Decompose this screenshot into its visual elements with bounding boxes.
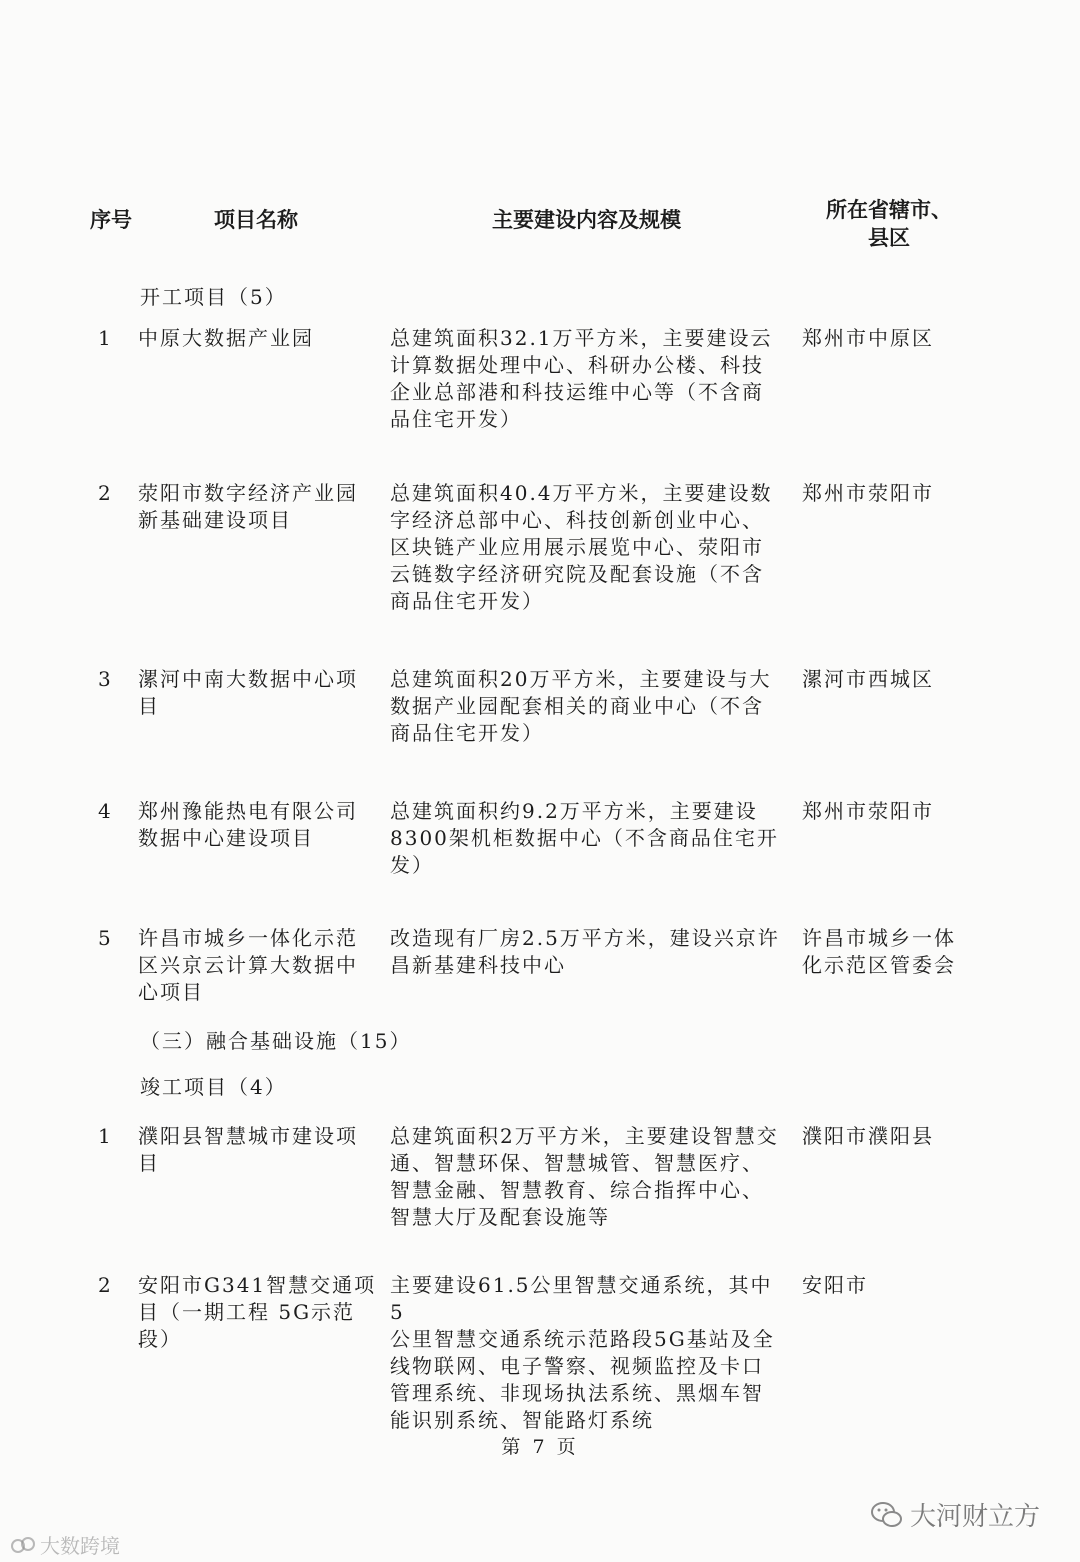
project-location bbox=[802, 325, 962, 352]
project-location bbox=[802, 666, 962, 693]
page-number: 第 7 页 bbox=[501, 1436, 579, 1458]
project-name-line: 许昌市城乡一体化示范 bbox=[138, 926, 358, 950]
project-name-line: 段） bbox=[138, 1327, 182, 1351]
wechat-icon bbox=[870, 1500, 904, 1530]
project-content-line: 主要建设61.5公里智慧交通系统，其中5 bbox=[390, 1273, 773, 1324]
project-content-line: 数据产业园配套相关的商业中心（不含 bbox=[390, 694, 764, 718]
row-number: 5 bbox=[98, 926, 113, 950]
header-location bbox=[824, 196, 954, 252]
project-content bbox=[390, 925, 786, 979]
project-content bbox=[390, 666, 786, 747]
header-location-line1: 所在省辖市、 bbox=[826, 197, 952, 222]
project-content bbox=[390, 798, 786, 879]
section-completed-projects: 竣工项目（4） bbox=[140, 1075, 287, 1099]
project-location-line: 濮阳市濮阳县 bbox=[802, 1124, 934, 1148]
project-content-line: 企业总部港和科技运维中心等（不含商 bbox=[390, 380, 764, 404]
project-location-line: 化示范区管委会 bbox=[802, 953, 956, 977]
project-content-line: 字经济总部中心、科技创新创业中心、 bbox=[390, 508, 764, 532]
row-number: 3 bbox=[98, 667, 113, 691]
row-number: 2 bbox=[98, 481, 113, 505]
project-name bbox=[138, 480, 378, 534]
watermark-left bbox=[10, 1530, 120, 1559]
project-content-line: 云链数字经济研究院及配套设施（不含 bbox=[390, 562, 764, 586]
watermark-left-text: 大数跨境 bbox=[40, 1534, 120, 1558]
project-location-line: 漯河市西城区 bbox=[802, 667, 934, 691]
project-location bbox=[802, 1272, 962, 1299]
project-name bbox=[138, 325, 378, 352]
section-fusion-infrastructure: （三）融合基础设施（15） bbox=[140, 1029, 412, 1053]
project-name-line: 濮阳县智慧城市建设项 bbox=[138, 1124, 358, 1148]
row-number: 1 bbox=[98, 1124, 113, 1148]
project-name-line: 区兴京云计算大数据中 bbox=[138, 953, 358, 977]
project-name-line: 目 bbox=[138, 694, 160, 718]
project-location-line: 郑州市荥阳市 bbox=[802, 799, 934, 823]
row-number: 2 bbox=[98, 1273, 113, 1297]
project-content-line: 公里智慧交通系统示范路段5G基站及全 bbox=[390, 1327, 775, 1351]
project-content-line: 智慧大厅及配套设施等 bbox=[390, 1205, 610, 1229]
project-content-line: 能识别系统、智能路灯系统 bbox=[390, 1408, 654, 1432]
watermark-right bbox=[870, 1496, 1040, 1533]
project-content-line: 通、智慧环保、智慧城管、智慧医疗、 bbox=[390, 1151, 764, 1175]
project-content bbox=[390, 1123, 786, 1231]
project-name-line: 安阳市G341智慧交通项 bbox=[138, 1273, 377, 1297]
header-location-line2: 县区 bbox=[868, 225, 910, 250]
project-content-line: 商品住宅开发） bbox=[390, 589, 544, 613]
project-content-line: 总建筑面积20万平方米，主要建设与大 bbox=[390, 667, 772, 691]
project-name bbox=[138, 666, 378, 720]
project-location-line: 安阳市 bbox=[802, 1273, 868, 1297]
header-serial-number: 序号 bbox=[90, 207, 132, 232]
project-content bbox=[390, 480, 786, 615]
project-content bbox=[390, 1272, 786, 1434]
project-content-line: 管理系统、非现场执法系统、黑烟车智 bbox=[390, 1381, 764, 1405]
project-content-line: 总建筑面积2万平方米，主要建设智慧交 bbox=[390, 1124, 779, 1148]
project-content-line: 总建筑面积32.1万平方米，主要建设云 bbox=[390, 326, 773, 350]
header-project-name: 项目名称 bbox=[214, 207, 298, 232]
project-location bbox=[802, 925, 962, 979]
project-name-line: 数据中心建设项目 bbox=[138, 826, 314, 850]
row-number: 4 bbox=[98, 799, 113, 823]
project-location bbox=[802, 798, 962, 825]
project-content-line: 昌新基建科技中心 bbox=[390, 953, 566, 977]
project-content-line: 发） bbox=[390, 853, 434, 877]
project-name bbox=[138, 925, 378, 1006]
project-content-line: 改造现有厂房2.5万平方米，建设兴京许 bbox=[390, 926, 780, 950]
header-main-content: 主要建设内容及规模 bbox=[492, 207, 681, 232]
project-content-line: 商品住宅开发） bbox=[390, 721, 544, 745]
project-location-line: 郑州市中原区 bbox=[802, 326, 934, 350]
watermark-logo-icon bbox=[10, 1534, 36, 1556]
project-content-line: 品住宅开发） bbox=[390, 407, 522, 431]
project-location bbox=[802, 480, 962, 507]
project-location-line: 郑州市荥阳市 bbox=[802, 481, 934, 505]
project-content-line: 8300架机柜数据中心（不含商品住宅开 bbox=[390, 826, 779, 850]
row-number: 1 bbox=[98, 326, 113, 350]
project-content-line: 计算数据处理中心、科研办公楼、科技 bbox=[390, 353, 764, 377]
project-content-line: 总建筑面积约9.2万平方米，主要建设 bbox=[390, 799, 758, 823]
section-start-projects: 开工项目（5） bbox=[140, 285, 287, 309]
project-name-line: 目 bbox=[138, 1151, 160, 1175]
project-content bbox=[390, 325, 786, 433]
project-name-line: 漯河中南大数据中心项 bbox=[138, 667, 358, 691]
project-name-line: 中原大数据产业园 bbox=[138, 326, 314, 350]
project-name-line: 新基础建设项目 bbox=[138, 508, 292, 532]
project-name-line: 荥阳市数字经济产业园 bbox=[138, 481, 358, 505]
watermark-right-text: 大河财立方 bbox=[910, 1502, 1041, 1532]
project-content-line: 区块链产业应用展示展览中心、荥阳市 bbox=[390, 535, 764, 559]
project-name bbox=[138, 1272, 378, 1353]
project-content-line: 总建筑面积40.4万平方米，主要建设数 bbox=[390, 481, 773, 505]
project-name bbox=[138, 798, 378, 852]
project-content-line: 线物联网、电子警察、视频监控及卡口 bbox=[390, 1354, 764, 1378]
project-content-line: 智慧金融、智慧教育、综合指挥中心、 bbox=[390, 1178, 764, 1202]
project-name-line: 目（一期工程 5G示范 bbox=[138, 1300, 356, 1324]
project-location bbox=[802, 1123, 962, 1150]
project-name bbox=[138, 1123, 378, 1177]
project-name-line: 郑州豫能热电有限公司 bbox=[138, 799, 358, 823]
project-name-line: 心项目 bbox=[138, 980, 204, 1004]
project-location-line: 许昌市城乡一体 bbox=[802, 926, 956, 950]
